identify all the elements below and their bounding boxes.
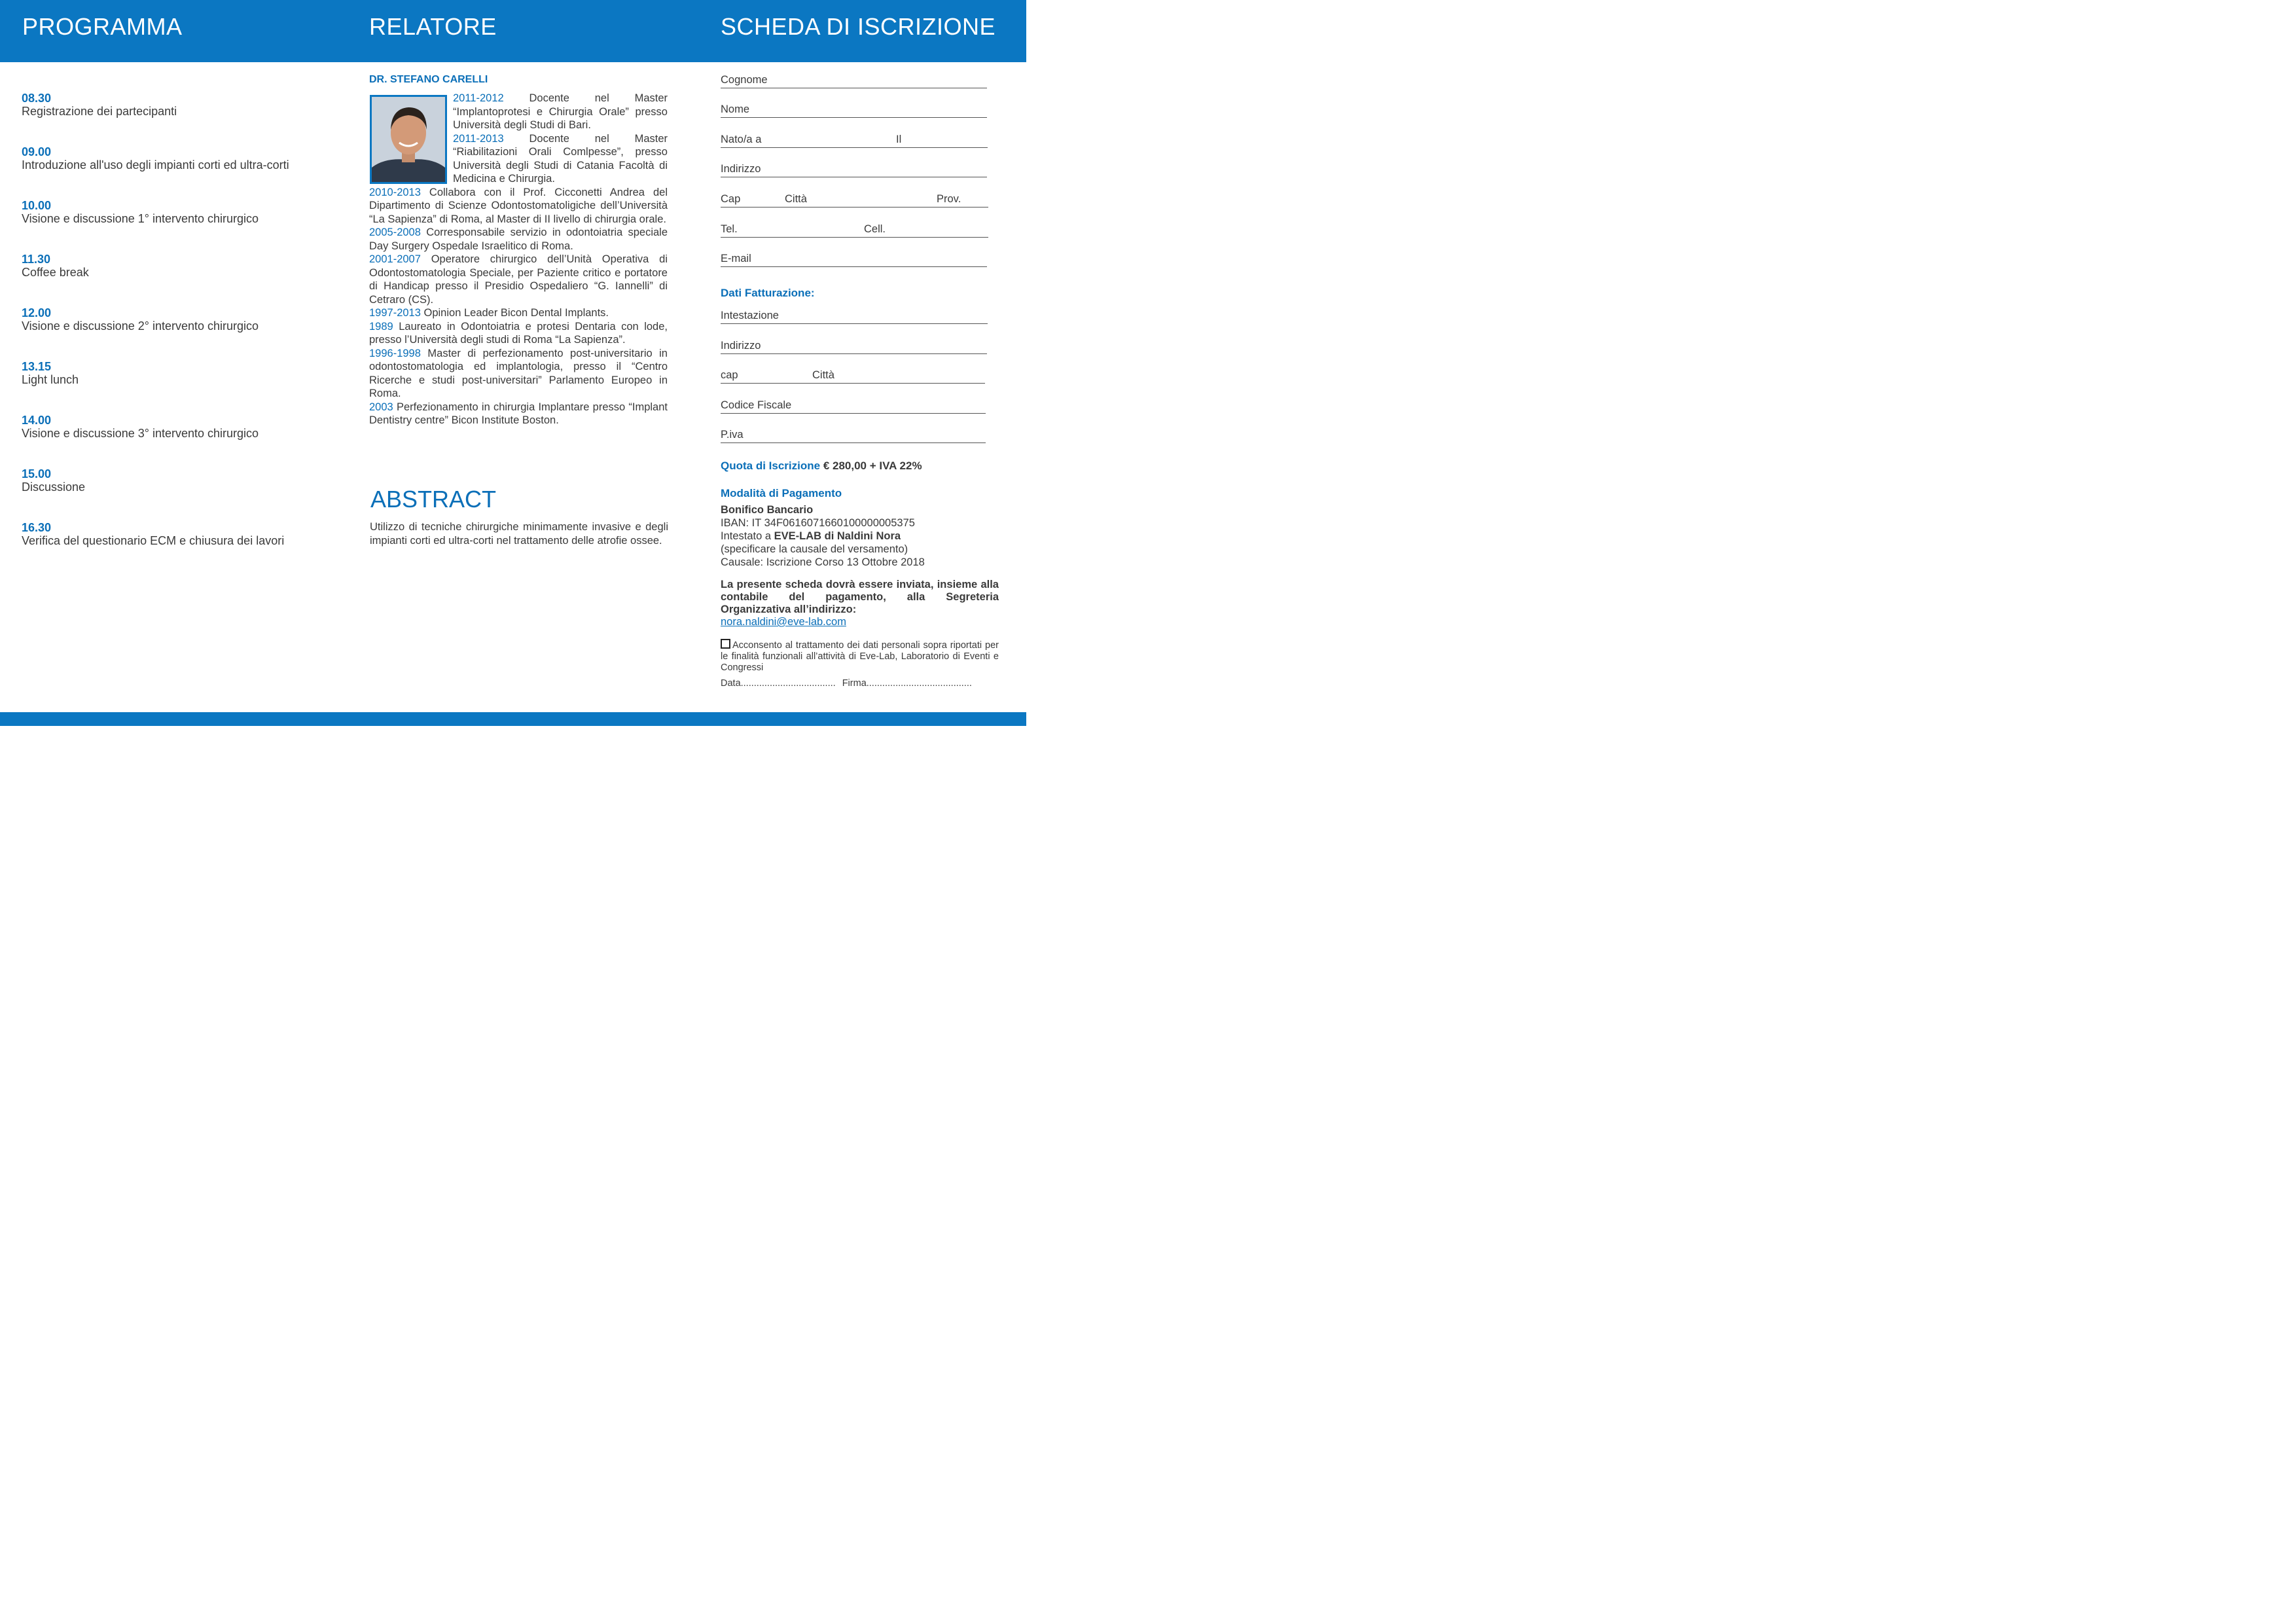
- programma-time: 11.30: [22, 253, 51, 266]
- fatturazione-title: Dati Fatturazione:: [721, 287, 815, 299]
- prov-label: Prov.: [937, 193, 961, 205]
- bio-entry: [369, 401, 668, 427]
- abstract-text: Utilizzo di tecniche chirurgiche minimamente invasive e degli impianti corti ed ultra-corti nel trattamento delle atrofie ossee.: [370, 521, 668, 547]
- speaker-portrait-icon: [372, 97, 445, 182]
- programma-desc: Visione e discussione 2° intervento chirurgico: [22, 319, 259, 333]
- email-field[interactable]: [721, 253, 987, 267]
- bio-entry: [369, 253, 668, 306]
- bio-text: Operatore chirurgico dell’Unità Operativa di Odontostomatologia Speciale, per Paziente critico e portatore di Handicap presso il Presidio Ospedaliero “G. Iannelli” di Cetraro (CS).: [369, 253, 668, 306]
- cap-citta-field[interactable]: [721, 193, 988, 208]
- bio-years: 2010-2013: [369, 186, 421, 198]
- data-label: Data....................................: [721, 678, 836, 689]
- programma-desc: Visione e discussione 3° intervento chirurgico: [22, 427, 259, 440]
- consent: [721, 639, 999, 674]
- programma-desc: Verifica del questionario ECM e chiusura dei lavori: [22, 534, 285, 547]
- bio-text: Laureato in Odontoiatria e protesi Dentaria con lode, presso l’Università degli studi di Roma “La Sapienza”.: [369, 320, 668, 346]
- cell-label: Cell.: [864, 223, 886, 235]
- tel-field[interactable]: [721, 223, 988, 238]
- speaker-photo: [370, 95, 447, 184]
- nome-label: Nome: [721, 103, 750, 115]
- programma-item: [22, 145, 349, 199]
- submission-note: [721, 579, 999, 628]
- email-label: E-mail: [721, 253, 751, 264]
- quota-value: € 280,00 + IVA 22%: [823, 460, 922, 472]
- bio-years: 1989: [369, 320, 393, 333]
- programma-time: 09.00: [22, 145, 52, 158]
- programma-item: [22, 521, 349, 575]
- quota: [721, 460, 922, 473]
- indirizzo-field[interactable]: [721, 163, 987, 177]
- billing-cap-label: cap: [721, 369, 738, 381]
- codice-fiscale-field[interactable]: [721, 399, 986, 414]
- signature-line: [721, 678, 999, 689]
- programma-item: [22, 199, 349, 253]
- programma-desc: Introduzione all'uso degli impianti corti ed ultra-corti: [22, 158, 289, 171]
- abstract-title: ABSTRACT: [370, 486, 497, 513]
- bio-entry: [369, 347, 668, 401]
- iban: IBAN: IT 34F0616071660100000005375: [721, 517, 915, 529]
- bio-entry: [369, 320, 668, 347]
- billing-indirizzo-field[interactable]: [721, 340, 987, 354]
- indirizzo-label: Indirizzo: [721, 163, 761, 175]
- programma-heading: PROGRAMMA: [22, 13, 183, 40]
- citta-label: Città: [785, 193, 807, 205]
- programma-desc: Visione e discussione 1° intervento chirurgico: [22, 212, 259, 225]
- programma-time: 08.30: [22, 92, 52, 105]
- programma-item: [22, 414, 349, 467]
- cognome-label: Cognome: [721, 74, 768, 86]
- cap-label: Cap: [721, 193, 741, 205]
- programma-time: 10.00: [22, 199, 52, 212]
- tel-label: Tel.: [721, 223, 738, 235]
- programma-time: 12.00: [22, 306, 52, 319]
- consent-text: Acconsento al trattamento dei dati personali sopra riportati per le finalità funzionali all’attività di Eve-Lab, Laboratorio di Eventi e Congressi: [721, 640, 999, 673]
- pagamento-title: Modalità di Pagamento: [721, 487, 842, 499]
- speaker-name: DR. STEFANO CARELLI: [369, 74, 488, 85]
- nome-field[interactable]: [721, 103, 987, 118]
- bio-text: Perfezionamento in chirurgia Implantare presso “Implant Dentistry centre” Bicon Institute Boston.: [369, 401, 668, 426]
- billing-citta-label: Città: [812, 369, 834, 381]
- programma-item: [22, 253, 349, 306]
- bio-entry: [369, 226, 668, 253]
- piva-field[interactable]: [721, 429, 986, 443]
- programma-item: [22, 467, 349, 521]
- bio-years: 2011-2013: [453, 132, 504, 145]
- bio-text: Collabora con il Prof. Cicconetti Andrea del Dipartimento di Scienze Odontostomatoligiche dell’Università “La Sapienza” di Roma, al Master di II livello di chirurgia orale.: [369, 186, 668, 225]
- nato-label: Nato/a a: [721, 134, 762, 145]
- bio-text: Master di perfezionamento post-universitario in odontostomatologia ed implantologia, presso il “Centro Ricerche e studi post-universitari” Parlamento Europeo in Roma.: [369, 347, 668, 399]
- programma-item: [22, 360, 349, 414]
- billing-indirizzo-label: Indirizzo: [721, 340, 761, 352]
- pagamento-details: [721, 503, 1002, 569]
- bio-entry: [369, 186, 668, 226]
- intestazione-field[interactable]: [721, 310, 988, 324]
- programma-time: 13.15: [22, 360, 52, 373]
- specificare: (specificare la causale del versamento): [721, 543, 908, 555]
- relatore-heading: RELATORE: [369, 13, 497, 40]
- bio-text: Corresponsabile servizio in odontoiatria speciale Day Surgery Ospedale Israelitico di Roma.: [369, 226, 668, 252]
- bio-years: 1996-1998: [369, 347, 421, 359]
- note-text: La presente scheda dovrà essere inviata, insieme alla contabile del pagamento, alla Segreteria Organizzativa all’indirizzo:: [721, 579, 999, 615]
- intestato: [721, 530, 1002, 543]
- programma-time: 14.00: [22, 414, 52, 427]
- programma-time: 15.00: [22, 467, 52, 480]
- consent-checkbox[interactable]: [721, 639, 730, 649]
- programma-desc: Registrazione dei partecipanti: [22, 105, 177, 118]
- causale: Causale: Iscrizione Corso 13 Ottobre 2018: [721, 556, 925, 568]
- cognome-field[interactable]: [721, 74, 987, 88]
- programma-desc: Discussione: [22, 480, 86, 494]
- bio-entry: [369, 306, 668, 320]
- birth-field[interactable]: [721, 134, 988, 148]
- bio-text: Opinion Leader Bicon Dental Implants.: [420, 307, 609, 319]
- pagamento-method: Bonifico Bancario: [721, 504, 814, 516]
- codice-fiscale-label: Codice Fiscale: [721, 399, 792, 411]
- scheda-heading: SCHEDA DI ISCRIZIONE: [721, 13, 996, 40]
- intestato-name: EVE-LAB di Naldini Nora: [774, 530, 901, 542]
- programma-time: 16.30: [22, 521, 52, 534]
- bio-text: Docente nel Master “Implantoprotesi e Chirurgia Orale” presso Università degli Studi di Bari.: [453, 92, 668, 131]
- programma-desc: Coffee break: [22, 266, 89, 279]
- bio-years: 2001-2007: [369, 253, 421, 265]
- contact-email-link[interactable]: nora.naldini@eve-lab.com: [721, 616, 846, 628]
- programma-desc: Light lunch: [22, 373, 79, 386]
- piva-label: P.iva: [721, 429, 744, 441]
- intestato-prefix: Intestato a: [721, 530, 774, 542]
- bio-years: 2003: [369, 401, 393, 413]
- programma-item: [22, 92, 349, 145]
- footer-bar: [0, 712, 1026, 726]
- firma-label: Firma........................................: [842, 678, 972, 689]
- il-label: Il: [896, 134, 902, 145]
- bio-years: 2011-2012: [453, 92, 504, 104]
- billing-cap-field[interactable]: [721, 369, 985, 384]
- bio-years: 1997-2013: [369, 307, 421, 319]
- programma-item: [22, 306, 349, 360]
- quota-label: Quota di Iscrizione: [721, 460, 821, 472]
- bio-years: 2005-2008: [369, 226, 421, 238]
- programma-list: [22, 92, 349, 575]
- bio-text: Docente nel Master “Riabilitazioni Orali Comlpesse”, presso Università degli Studi di Catania Facoltà di Medicina e Chirurgia.: [453, 132, 668, 185]
- intestazione-label: Intestazione: [721, 310, 779, 321]
